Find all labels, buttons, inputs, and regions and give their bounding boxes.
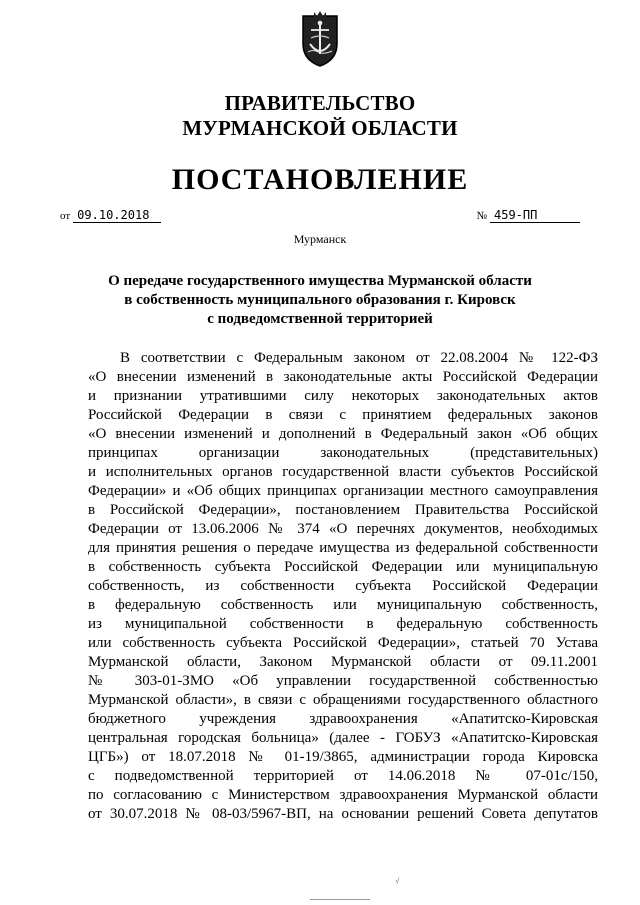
city: Мурманск: [293, 232, 347, 246]
body-line: из муниципальной собственности в федеральную собственность: [88, 616, 598, 632]
body-line: в федеральную собственность или муниципальную собственность,: [88, 597, 598, 613]
body-line: Федерации» и «Об общих принципах организации местного самоуправления: [88, 483, 598, 499]
body-line: Российской Федерации в связи с принятием федеральных законов: [88, 407, 598, 423]
body-line: от 30.07.2018 № 08-03/5967-ВП, на основании решений Совета депутатов: [88, 806, 598, 822]
document-date: [60, 208, 161, 223]
number-value: 459-ПП: [490, 208, 580, 223]
coat-of-arms-icon: [297, 8, 343, 68]
subject-line: в собственность муниципального образования г. Кировск: [124, 292, 516, 308]
government-title-line2: МУРМАНСКОЙ ОБЛАСТИ: [182, 116, 458, 140]
body-line: принципах организации законодательных (представительных): [88, 445, 598, 461]
number-prefix: №: [476, 210, 487, 222]
government-title: [0, 91, 640, 141]
document-type: ПОСТАНОВЛЕНИЕ: [171, 163, 469, 196]
body-line: центральная городская больница» (далее - ГОБУЗ «Апатитско-Кировская: [88, 730, 598, 746]
body-line: в Российской Федерации», постановлением Правительства Российской: [88, 502, 598, 518]
document-number: [477, 208, 581, 223]
body-line: «О внесении изменений и дополнений в Федеральный закон «Об общих: [88, 426, 598, 442]
scan-mark: ·̸: [395, 876, 398, 886]
body-line: и признании утратившими силу некоторых законодательных актов: [88, 388, 598, 404]
document-meta: [60, 204, 600, 226]
document-subject: [0, 272, 640, 329]
body-line: и исполнительных органов государственной власти субъектов Российской: [88, 464, 598, 480]
subject-line: с подведомственной территорией: [207, 311, 433, 327]
body-line: или собственность субъекта Российской Федерации», статьей 70 Устава: [88, 635, 598, 651]
government-title-line1: ПРАВИТЕЛЬСТВО: [224, 91, 416, 115]
footer-divider: [310, 899, 370, 900]
subject-line: О передаче государственного имущества Мурманской области: [108, 273, 532, 289]
body-line: В соответствии с Федеральным законом от 22.08.2004 № 122-ФЗ: [120, 350, 598, 366]
body-line: Федерации от 13.06.2006 № 374 «О перечнях документов, необходимых: [88, 521, 598, 537]
body-line: ЦГБ») от 18.07.2018 № 01-19/3865, администрации города Кировска: [88, 749, 598, 765]
body-line: собственность, из собственности субъекта Российской Федерации: [88, 578, 598, 594]
body-paragraph: [88, 349, 598, 824]
body-line: для принятия решения о передаче имущества из федеральной собственности: [88, 540, 598, 556]
date-prefix: от: [60, 210, 71, 222]
body-line: с подведомственной территорией от 14.06.2018 № 07-01с/150,: [88, 768, 598, 784]
body-line: Мурманской области, Законом Мурманской области от 09.11.2001: [88, 654, 598, 670]
body-line: № 303-01-ЗМО «Об управлении государственной собственностью: [88, 673, 598, 689]
date-value: 09.10.2018: [73, 208, 161, 223]
body-line: «О внесении изменений в законодательные акты Российской Федерации: [88, 369, 598, 385]
body-line: бюджетного учреждения здравоохранения «Апатитско-Кировская: [88, 711, 598, 727]
body-line: по согласованию с Министерством здравоохранения Мурманской области: [88, 787, 598, 803]
body-line: Мурманской области», в связи с обращениями государственного областного: [88, 692, 598, 708]
body-line: в собственность субъекта Российской Федерации или муниципальную: [88, 559, 598, 575]
